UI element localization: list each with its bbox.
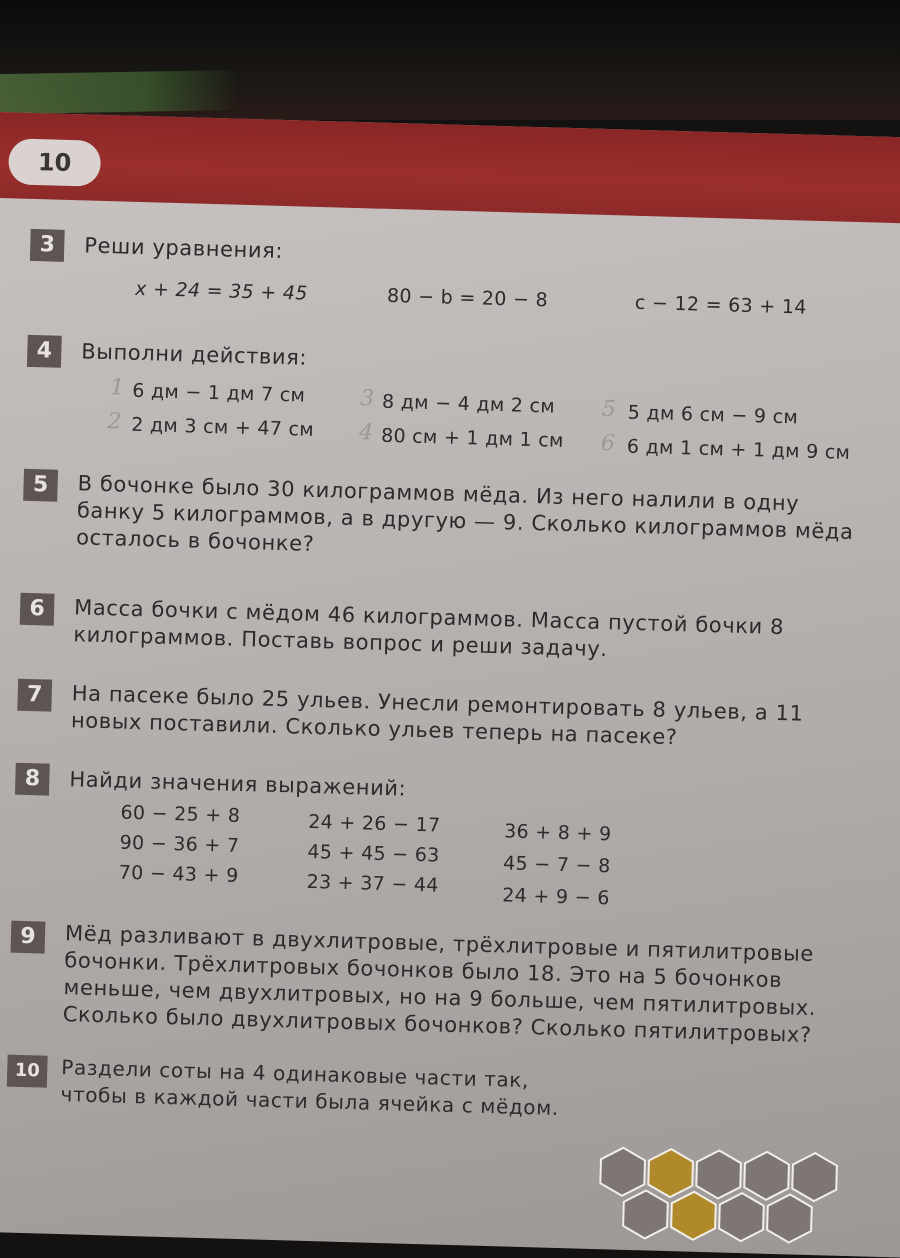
honeycomb-cell	[600, 1147, 645, 1196]
task-6-number: 6	[20, 593, 55, 626]
task-7-number: 7	[17, 679, 52, 712]
task-4-item-2: 2 дм 3 см + 47 см	[131, 413, 315, 441]
honeycomb-cell	[696, 1150, 741, 1199]
page-header-band	[0, 112, 900, 224]
task-8-expr-1: 60 − 25 + 8	[120, 801, 241, 827]
handwritten-mark-1: 1	[109, 375, 125, 401]
task-8-expr-5: 45 + 45 − 63	[307, 840, 440, 867]
task-3-title: Реши уравнения:	[83, 233, 284, 263]
task-8-expr-8: 45 − 7 − 8	[502, 852, 611, 878]
task-3-equation-1: x + 24 = 35 + 45	[134, 277, 308, 305]
task-4-item-3: 8 дм − 4 дм 2 см	[381, 390, 556, 418]
task-4-title: Выполни действия:	[81, 339, 308, 370]
honeycomb-cell	[792, 1153, 837, 1202]
task-8-expr-7: 36 + 8 + 9	[503, 820, 612, 846]
task-9-number: 9	[11, 921, 46, 954]
task-4-item-6: 6 дм 1 см + 1 дм 9 см	[626, 435, 851, 464]
task-9-text: Мёд разливают в двухлитровые, трёхлитровые и пятилитровые бочонки. Трёхлитровых бочонков было 18. Это на 5 бочонков меньше, чем двухлитровых, но на 9 больше, чем пятилитровых. Сколько было двухлитровых бочонков? Сколько пятилитровых?	[62, 921, 817, 1048]
task-8-title: Найди значения выражений:	[69, 767, 407, 801]
handwritten-mark-3: 3	[359, 386, 375, 412]
task-10-text: Раздели соты на 4 одинаковые части так, чтобы в каждой части была ячейка с мёдом.	[60, 1055, 560, 1120]
handwritten-mark-6: 6	[600, 430, 616, 457]
task-6-text: Масса бочки с мёдом 46 килограммов. Масса пустой бочки 8 килограммов. Поставь вопрос и реши задачу.	[73, 595, 785, 662]
task-8-expr-4: 24 + 26 − 17	[307, 810, 441, 837]
task-7-text: На пасеке было 25 ульев. Унесли ремонтировать 8 ульев, а 11 новых поставили. Сколько ульев теперь на пасеке?	[70, 681, 804, 750]
honeycomb-cell	[767, 1194, 812, 1243]
task-4-number: 4	[27, 335, 62, 368]
task-4-item-4: 80 см + 1 дм 1 см	[380, 424, 564, 452]
textbook-page	[0, 112, 900, 1258]
task-8-expr-2: 90 − 36 + 7	[119, 831, 240, 857]
task-3-number: 3	[30, 229, 65, 262]
task-3-equation-3: c − 12 = 63 + 14	[634, 291, 807, 319]
honeycomb-cell	[623, 1190, 668, 1239]
task-8-expr-3: 70 − 43 + 9	[118, 861, 239, 887]
task-8-expr-6: 23 + 37 − 44	[306, 870, 440, 897]
handwritten-mark-4: 4	[358, 420, 374, 446]
task-3-equation-2: 80 − b = 20 − 8	[386, 284, 549, 312]
background-green-object	[0, 70, 240, 114]
page-number: 10	[8, 138, 101, 187]
honeycomb-cell	[744, 1151, 789, 1200]
task-5-text: В бочонке было 30 килограммов мёда. Из него налили в одну банку 5 килограммов, а в другую — 9. Сколько килограммов мёда осталось в бочонке?	[75, 471, 854, 556]
task-4-item-1: 6 дм − 1 дм 7 см	[131, 379, 306, 407]
task-4-item-5: 5 дм 6 см − 9 см	[627, 401, 799, 429]
task-5-number: 5	[23, 469, 58, 502]
task-8-number: 8	[15, 763, 50, 796]
task-8-expr-9: 24 + 9 − 6	[502, 884, 610, 910]
task-10-number: 10	[7, 1055, 48, 1088]
honeycomb-illustration	[568, 1138, 871, 1256]
honeycomb-cell-honey	[648, 1149, 693, 1198]
honeycomb-cell-honey	[671, 1191, 716, 1240]
handwritten-mark-5: 5	[601, 396, 617, 423]
handwritten-mark-2: 2	[107, 409, 122, 435]
